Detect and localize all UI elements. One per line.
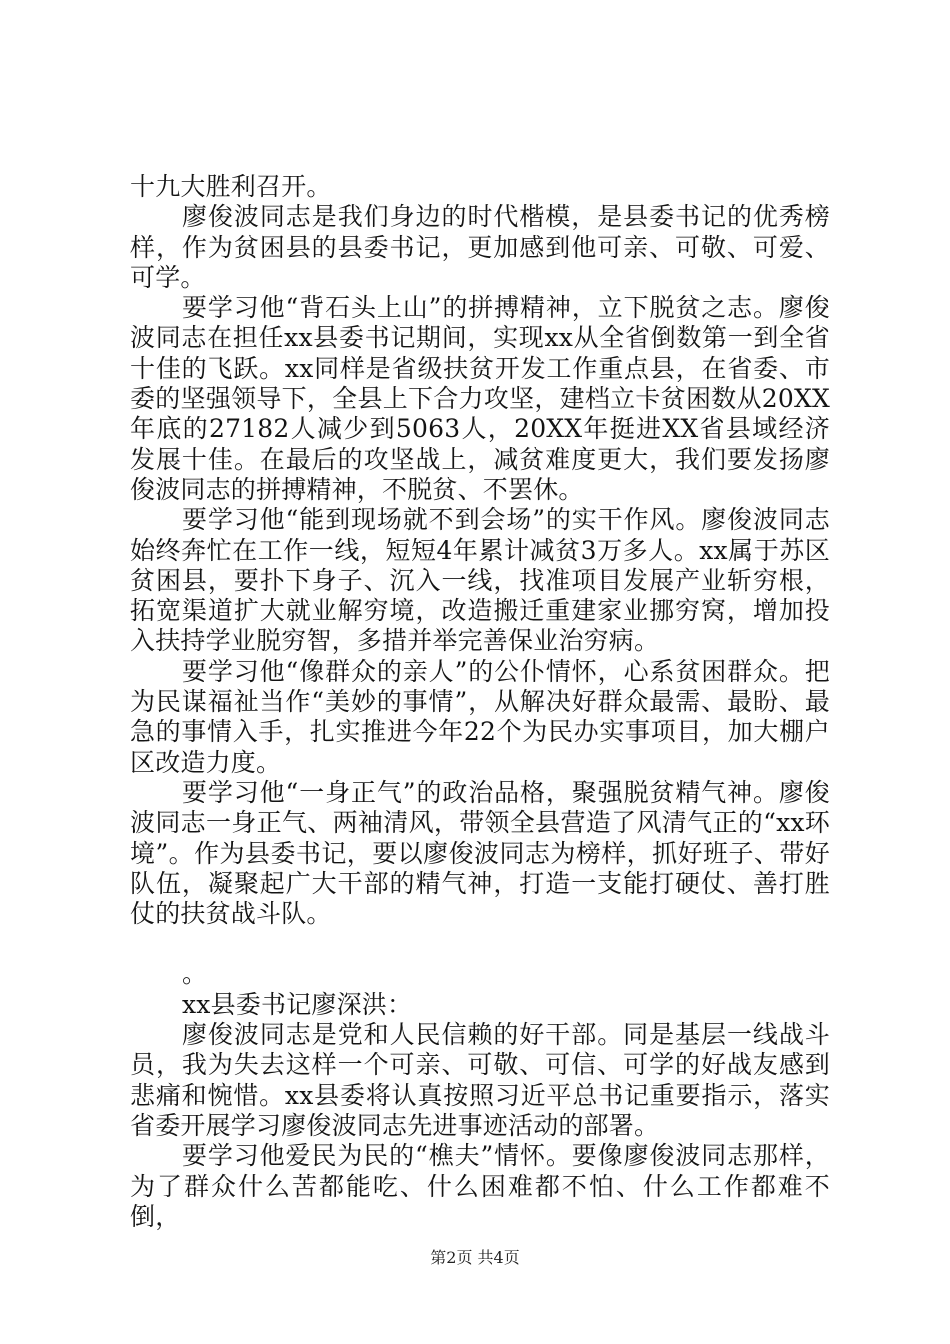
paragraph-period: 。: [182, 959, 208, 989]
paragraph-public-servant: 要学习他“像群众的亲人”的公仆情怀，心系贫困群众。把为民谋福祉当作“美妙的事情”，从解决好群众最需、最盼、最急的事情入手，扎实推进今年22个为民办实事项目，加大棚户区改造力度。: [130, 656, 830, 777]
paragraph-gap: [130, 929, 830, 959]
page-number-footer: 第2页 共4页: [430, 1248, 520, 1267]
paragraph-continuation: 十九大胜利召开。: [130, 172, 332, 201]
paragraph-good-cadre: 廖俊波同志是党和人民信赖的好干部。同是基层一线战斗员，我为失去这样一个可亲、可敬、可信、可学的好战友感到悲痛和惋惜。xx县委将认真按照习近平总书记重要指示，落实省委开展学习廖俊波同志先进事迹活动的部署。: [130, 1020, 830, 1140]
paragraph-political-character: 要学习他“一身正气”的政治品格，聚强脱贫精气神。廖俊波同志一身正气、两袖清风，带领全县营造了风清气正的“xx环境”。作为县委书记，要以廖俊波同志为榜样，抓好班子、带好队伍，凝聚起广大干部的精气神，打造一支能打硬仗、善打胜仗的扶贫战斗队。: [130, 777, 830, 929]
paragraph-intro: 廖俊波同志是我们身边的时代楷模，是县委书记的优秀榜样，作为贫困县的县委书记，更加感到他可亲、可敬、可爱、可学。: [130, 202, 830, 292]
paragraph-work-style: 要学习他“能到现场就不到会场”的实干作风。廖俊波同志始终奔忙在工作一线，短短4年累计减贫3万多人。xx属于苏区贫困县，要扑下身子、沉入一线，找准项目发展产业斩穷根，拓宽渠道扩大就业解穷境，改造搬迁重建家业挪穷窝，增加投入扶持学业脱穷智，多措并举完善保业治穷病。: [130, 505, 830, 656]
paragraph-woodcutter: 要学习他爱民为民的“樵夫”情怀。要像廖俊波同志那样，为了群众什么苦都能吃、什么困难都不怕、什么工作都难不倒，: [130, 1141, 830, 1231]
paragraph-speaker: xx县委书记廖深洪：: [182, 989, 413, 1019]
paragraph-spirit: 要学习他“背石头上山”的拼搏精神，立下脱贫之志。廖俊波同志在担任xx县委书记期间，实现xx从全省倒数第一到全省十佳的飞跃。xx同样是省级扶贫开发工作重点县，在省委、市委的坚强领导下，全县上下合力攻坚，建档立卡贫困数从20XX年底的27182人减少到5063人，20XX年挺进XX省县域经济发展十佳。在最后的攻坚战上，减贫难度更大，我们要发扬廖俊波同志的拼搏精神，不脱贫、不罢休。: [130, 293, 830, 504]
document-body: [130, 172, 830, 1232]
